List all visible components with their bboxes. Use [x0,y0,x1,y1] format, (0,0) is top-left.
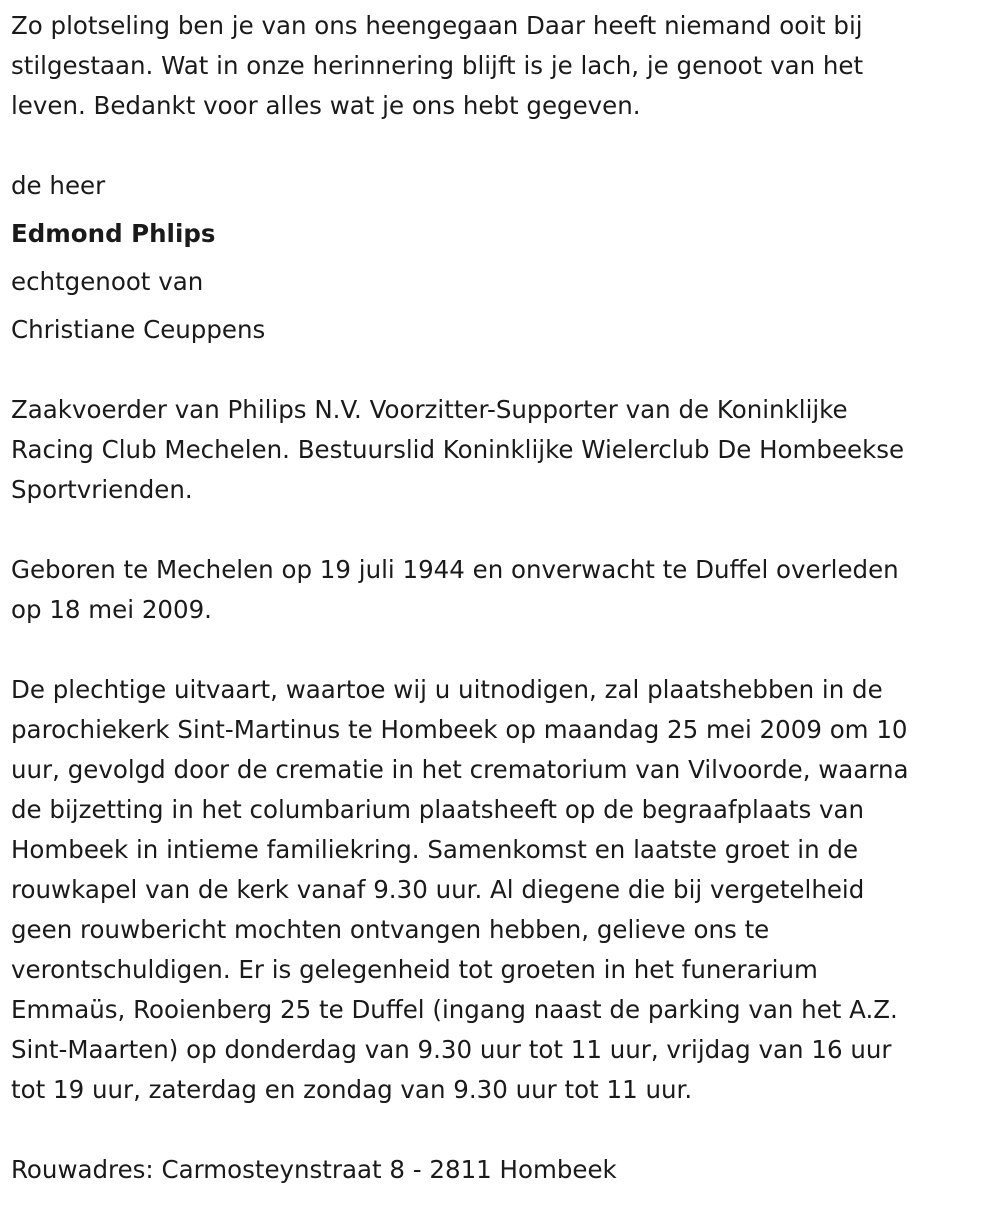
poem-line: leven. Bedankt voor alles wat je ons hebt gegeven. [11,91,641,120]
funeral-line: verontschuldigen. Er is gelegenheid tot groeten in het funerarium [11,955,818,984]
funeral-line: parochiekerk Sint-Martinus te Hombeek op maandag 25 mei 2009 om 10 [11,715,908,744]
salutation: de heer [11,171,106,200]
poem-paragraph [11,6,994,126]
deceased-name: Edmond Phlips [11,219,216,248]
birth-death-paragraph [11,550,994,630]
poem-line: stilgestaan. Wat in onze herinnering blijft is je lach, je genoot van het [11,51,864,80]
funeral-line: tot 19 uur, zaterdag en zondag van 9.30 uur tot 11 uur. [11,1075,693,1104]
address-line: Rouwadres: Carmosteynstraat 8 - 2811 Hombeek [11,1155,617,1184]
spacer [11,630,994,670]
spacer [11,254,994,262]
spouse-name: Christiane Ceuppens [11,315,266,344]
spacer [11,1110,994,1150]
funeral-line: uur, gevolgd door de crematie in het crematorium van Vilvoorde, waarna [11,755,909,784]
funeral-line: Emmaüs, Rooienberg 25 te Duffel (ingang naast de parking van het A.Z. [11,995,898,1024]
spacer [11,206,994,214]
spacer [11,302,994,310]
spacer [11,510,994,550]
relation-label: echtgenoot van [11,267,204,296]
funeral-line: Sint-Maarten) op donderdag van 9.30 uur tot 11 uur, vrijdag van 16 uur [11,1035,892,1064]
funeral-line: de bijzetting in het columbarium plaatsheeft op de begraafplaats van [11,795,865,824]
roles-line: Zaakvoerder van Philips N.V. Voorzitter-Supporter van de Koninklijke [11,395,848,424]
birth-death-line: Geboren te Mechelen op 19 juli 1944 en onverwacht te Duffel overleden [11,555,899,584]
funeral-paragraph [11,670,994,1110]
spacer [11,126,994,166]
funeral-line: rouwkapel van de kerk vanaf 9.30 uur. Al diegene die bij vergetelheid [11,875,865,904]
funeral-line: geen rouwbericht mochten ontvangen hebben, gelieve ons te [11,915,770,944]
funeral-line: De plechtige uitvaart, waartoe wij u uitnodigen, zal plaatshebben in de [11,675,883,704]
poem-line: Zo plotseling ben je van ons heengegaan Daar heeft niemand ooit bij [11,11,863,40]
roles-line: Racing Club Mechelen. Bestuurslid Koninklijke Wielerclub De Hombeekse [11,435,905,464]
birth-death-line: op 18 mei 2009. [11,595,212,624]
funeral-line: Hombeek in intieme familiekring. Samenkomst en laatste groet in de [11,835,859,864]
spacer [11,350,994,390]
roles-line: Sportvrienden. [11,475,193,504]
roles-paragraph [11,390,994,510]
